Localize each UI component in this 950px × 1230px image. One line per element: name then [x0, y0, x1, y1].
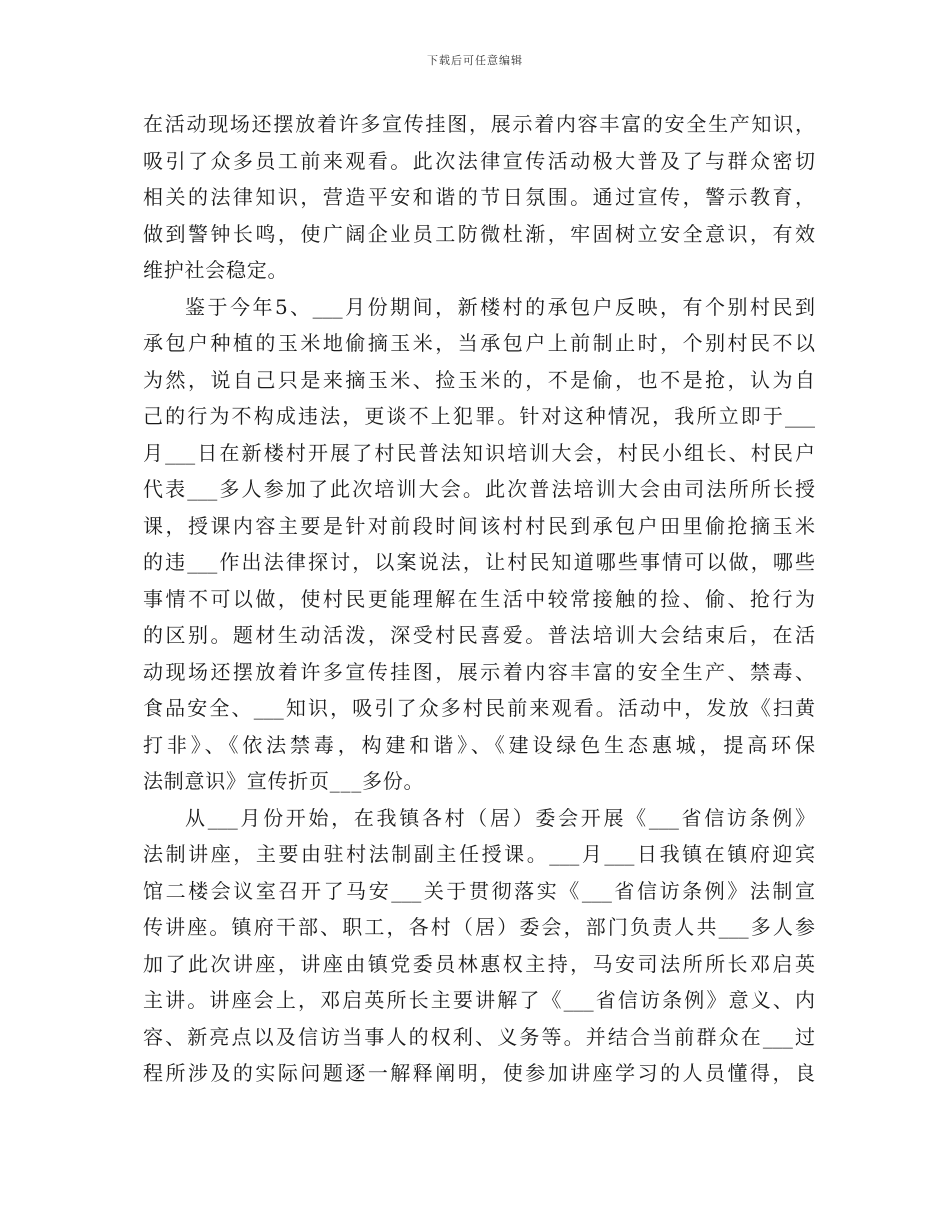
- text-line: 程所涉及的实际问题逐一解释阐明，使参加讲座学习的人员懂得，良: [143, 1061, 815, 1085]
- text-line: 为然，说自己只是来摘玉米、捡玉米的，不是偷，也不是抢，认为自: [143, 367, 815, 392]
- text-line: 相关的法律知识，营造平安和谐的节日氛围。通过宣传，警示教育，: [143, 185, 815, 209]
- page-header: 下载后可任意编辑: [427, 54, 523, 67]
- text-line: 传讲座。镇府干部、职工，各村（居）委会，部门负责人共___多人参: [143, 915, 815, 939]
- text-line: 法制意识》宣传折页___多份。: [143, 769, 425, 793]
- text-line: 的区别。题材生动活泼，深受村民喜爱。普法培训大会结束后，在活: [143, 623, 815, 647]
- text-line: 代表___多人参加了此次培训大会。此次普法培训大会由司法所所长授: [143, 477, 815, 501]
- text-line: 加了此次讲座，讲座由镇党委员林惠权主持，马安司法所所长邓启英: [143, 951, 815, 976]
- text-line: 食品安全、___知识，吸引了众多村民前来观看。活动中，发放《扫黄: [143, 696, 815, 720]
- document-body: [143, 106, 815, 1092]
- text-line: 馆二楼会议室召开了马安___关于贯彻落实《___省信访条例》法制宣: [143, 878, 815, 903]
- text-line: 容、新亮点以及信访当事人的权利、义务等。并结合当前群众在___过: [143, 1024, 815, 1049]
- text-line: 维护社会稳定。: [143, 258, 289, 282]
- text-line: 鉴于今年5、___月份期间，新楼村的承包户反映，有个别村民到: [185, 294, 815, 319]
- text-line: 己的行为不构成违法，更谈不上犯罪。针对这种情况，我所立即于___: [143, 404, 815, 428]
- text-line: 做到警钟长鸣，使广阔企业员工防微杜渐，牢固树立安全意识，有效: [143, 221, 815, 246]
- text-line: 事情不可以做，使村民更能理解在生活中较常接触的捡、偷、抢行为: [143, 586, 815, 611]
- text-line: 承包户种植的玉米地偷摘玉米，当承包户上前制止时，个别村民不以: [143, 331, 815, 355]
- text-line: 法制讲座，主要由驻村法制副主任授课。___月___日我镇在镇府迎宾: [143, 842, 815, 866]
- text-line: 吸引了众多员工前来观看。此次法律宣传活动极大普及了与群众密切: [143, 148, 815, 173]
- text-line: 在活动现场还摆放着许多宣传挂图，展示着内容丰富的安全生产知识，: [143, 112, 815, 136]
- text-line: 从___月份开始，在我镇各村（居）委会开展《___省信访条例》: [185, 805, 815, 830]
- text-line: 的违___作出法律探讨，以案说法，让村民知道哪些事情可以做，哪些: [143, 550, 815, 574]
- text-line: 月___日在新楼村开展了村民普法知识培训大会，村民小组长、村民户: [143, 440, 815, 465]
- text-line: 主讲。讲座会上，邓启英所长主要讲解了《___省信访条例》意义、内: [143, 988, 815, 1012]
- text-line: 动现场还摆放着许多宣传挂图，展示着内容丰富的安全生产、禁毒、: [143, 659, 815, 684]
- text-line: 课，授课内容主要是针对前段时间该村村民到承包户田里偷抢摘玉米: [143, 513, 815, 538]
- text-line: 打非》、《依法禁毒，构建和谐》、《建设绿色生态惠城，提高环保: [143, 732, 815, 757]
